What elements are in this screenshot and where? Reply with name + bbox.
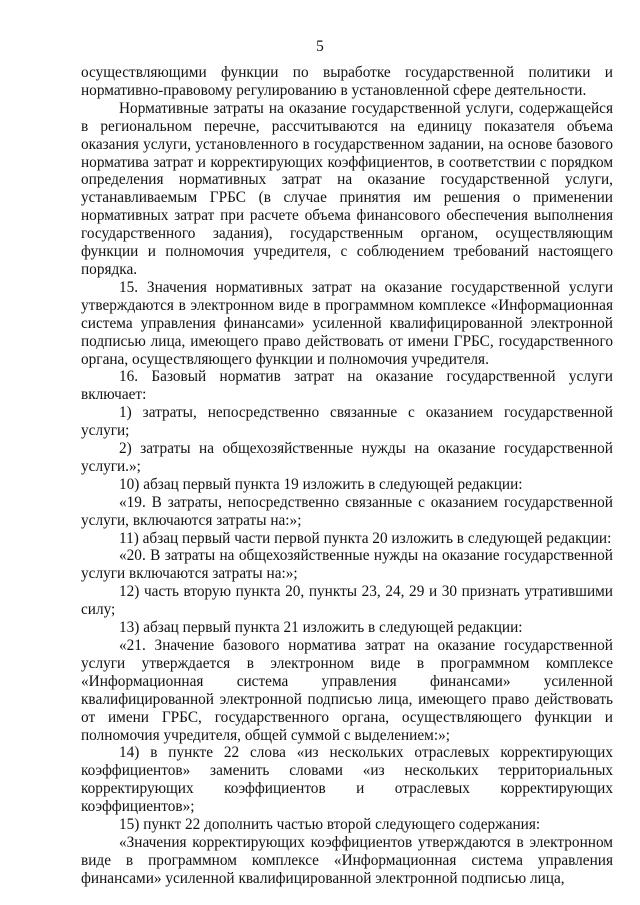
paragraph: 15. Значения нормативных затрат на оказание государственной услуги утверждаются в электронном виде в программном комплексе «Информационная система управления финансами» усиленной квалифицированной электронной подписью лица, имеющего право действовать от имени ГРБС, государственного органа, осуществляющего функции и полномочия учредителя. <box>81 278 613 368</box>
paragraph: 1) затраты, непосредственно связанные с оказанием государственной услуги; <box>81 404 613 440</box>
paragraph: 13) абзац первый пункта 21 изложить в следующей редакции: <box>119 619 523 637</box>
paragraph: «19. В затраты, непосредственно связанные с оказанием государственной услуги, включаются затраты на:»; <box>81 493 613 529</box>
paragraph: 2) затраты на общехозяйственные нужды на оказание государственной услуги.»; <box>81 440 613 475</box>
paragraph: осуществляющими функции по выработке государственной политики и нормативно-правовому регулированию в установленной сфере деятельности. <box>81 64 613 99</box>
paragraph: 11) абзац первый части первой пункта 20 изложить в следующей редакции: <box>119 529 612 547</box>
document-body <box>81 64 613 888</box>
paragraph: 15) пункт 22 дополнить частью второй следующего содержания: <box>119 816 541 834</box>
paragraph: «Значения корректирующих коэффициентов утверждаются в электронном виде в программном комплексе «Информационная система управления финансами» усиленной квалифицированной электронной подписью лица, <box>81 833 613 887</box>
paragraph: «20. В затраты на общехозяйственные нужды на оказание государственной услуги включаются затраты на:»; <box>81 547 613 583</box>
paragraph: «21. Значение базового норматива затрат на оказание государственной услуги утверждается в электронном виде в программном комплексе «Информационная система управления финансами» усиленной квалифицированной электронной подписью лица, имеющего право действовать от имени ГРБС, государственного органа, осуществляющего функции и полномочия учредителя, общей суммой с выделением:»; <box>81 637 613 744</box>
paragraph: Нормативные затраты на оказание государственной услуги, содержащейся в региональном перечне, рассчитываются на единицу показателя объема оказания услуги, установленного в государственном задании, на основе базового норматива затрат и корректирующих коэффициентов, в соответствии с порядком определения нормативных затрат на оказание государственной услуги, устанавливаемым ГРБС (в случае принятия им решения о применении нормативных затрат при расчете объема финансового обеспечения выполнения государственного задания), государственным органом, осуществляющим функции и полномочия учредителя, с соблюдением требований настоящего порядка. <box>81 99 613 278</box>
page-number: 5 <box>316 38 324 55</box>
paragraph: 14) в пункте 22 слова «из нескольких отраслевых корректирующих коэффициентов» заменить словами «из нескольких территориальных корректирующих коэффициентов и отраслевых корректирующих коэффициентов»; <box>81 744 613 816</box>
paragraph: 16. Базовый норматив затрат на оказание государственной услуги включает: <box>81 368 613 404</box>
paragraph: 12) часть вторую пункта 20, пункты 23, 24, 29 и 30 признать утратившими силу; <box>81 583 613 619</box>
paragraph: 10) абзац первый пункта 19 изложить в следующей редакции: <box>119 475 523 493</box>
